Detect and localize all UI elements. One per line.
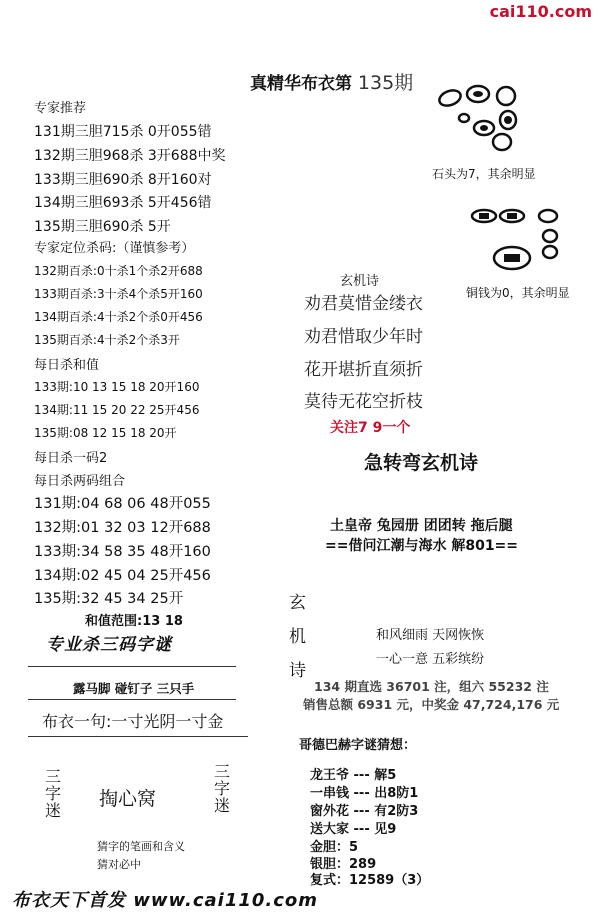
riddle-note: 猜字的笔画和含义	[97, 840, 185, 853]
riddle-line: 露马脚 碰钉子 三只手	[73, 681, 195, 696]
daily-sum-header: 每日杀和值	[34, 358, 100, 373]
daily-two-row: 132期:01 32 03 12开688	[34, 520, 211, 536]
expert-header: 专家推荐	[34, 101, 87, 116]
divider	[28, 736, 248, 737]
poem-line: 劝君惜取少年时	[304, 327, 423, 347]
expert-row: 135期三胆690杀 5开	[34, 219, 171, 235]
expert-row: 134期三胆693杀 5开456错	[34, 195, 212, 211]
goedel-row: 金胆：5	[310, 840, 359, 855]
stone-caption: 石头为7，其余明显	[432, 167, 536, 181]
goedel-row: 复式：12589（3）	[310, 873, 430, 888]
poem-line: 莫待无花空折枝	[304, 392, 423, 412]
xuanji-char: 机	[289, 627, 306, 647]
daily-two-row: 134期:02 45 04 25开456	[34, 568, 211, 584]
riddle-center: 掏心窝	[99, 788, 157, 810]
position-row: 133期百杀:3十杀4个杀5开160	[34, 287, 203, 301]
goedel-row: 窗外花 --- 有2防3	[310, 804, 419, 819]
goedel-row: 银胆：289	[310, 857, 377, 872]
daily-two-row: 131期:04 68 06 48开055	[34, 496, 211, 512]
riddle-vertical-right: 三字迷	[213, 762, 230, 815]
coin-caption: 铜钱为0，其余明显	[466, 286, 570, 300]
position-row: 134期百杀:4十杀2个杀0开456	[34, 310, 203, 324]
sum-range: 和值范围:13 18	[85, 614, 183, 629]
footer-slogan[interactable]: 布衣天下首发 www.cai110.com	[12, 890, 319, 911]
xuanji-char: 玄	[289, 593, 306, 613]
poem-title: 玄机诗	[340, 274, 380, 289]
expert-row: 132期三胆968杀 3开688中奖	[34, 148, 226, 164]
three-code-riddle-title: 专业杀三码字谜	[46, 635, 172, 655]
poem-line: 花开堪折直须折	[304, 360, 423, 380]
xuanji-char: 诗	[289, 661, 306, 681]
goedel-header: 哥德巴赫字谜猜想：	[299, 738, 417, 753]
daily-sum-row: 134期:11 15 20 22 25开456	[34, 403, 200, 417]
riddle-vertical-left: 三字迷	[44, 767, 61, 820]
jizhuan-title: 急转弯玄机诗	[364, 452, 479, 474]
daily-two-row: 135期:32 45 34 25开	[34, 591, 184, 607]
sales-line: 销售总额 6931 元，中奖金 47,724,176 元	[303, 697, 560, 712]
daily-sum-row: 135期:08 12 15 18 20开	[34, 426, 177, 440]
stone-picture	[432, 84, 552, 164]
position-row: 135期百杀:4十杀2个杀3开	[34, 333, 180, 347]
jizhuan-line: ==借问江潮与海水 解801==	[325, 538, 519, 554]
title-main: 真精华布衣第	[250, 74, 352, 94]
page-title	[250, 68, 413, 95]
follow-hint: 关注7 9一个	[330, 420, 411, 436]
position-row: 132期百杀:0十杀1个杀2开688	[34, 264, 203, 278]
divider	[28, 699, 236, 700]
sales-line: 134 期直选 36701 注，组六 55232 注	[314, 679, 549, 694]
xuanji-line: 一心一意 五彩缤纷	[376, 652, 485, 667]
expert-row: 131期三胆715杀 0开055错	[34, 124, 212, 140]
jizhuan-line: 土皇帝 兔园册 团团转 拖后腿	[330, 518, 513, 534]
daily-one: 每日杀一码2	[34, 451, 108, 466]
title-issue: 135期	[357, 72, 414, 94]
coin-picture	[468, 206, 578, 276]
divider	[28, 666, 236, 667]
brand-logo[interactable]: cai110.com	[489, 2, 592, 21]
expert-row: 133期三胆690杀 8开160对	[34, 172, 212, 188]
daily-two-header: 每日杀两码组合	[34, 474, 126, 489]
goedel-row: 龙王爷 --- 解5	[310, 768, 397, 783]
poem-line: 劝君莫惜金缕衣	[304, 294, 423, 314]
daily-two-row: 133期:34 58 35 48开160	[34, 544, 211, 560]
buyi-saying: 布衣一句:一寸光阴一寸金	[42, 712, 224, 731]
goedel-row: 一串钱 --- 出8防1	[310, 786, 419, 801]
daily-sum-row: 133期:10 13 15 18 20开160	[34, 380, 200, 394]
xuanji-line: 和风细雨 天网恢恢	[376, 628, 485, 643]
riddle-note: 猜对必中	[97, 858, 141, 871]
position-header: 专家定位杀码:（谨慎参考）	[34, 241, 195, 256]
goedel-row: 送大家 --- 见9	[310, 822, 397, 837]
